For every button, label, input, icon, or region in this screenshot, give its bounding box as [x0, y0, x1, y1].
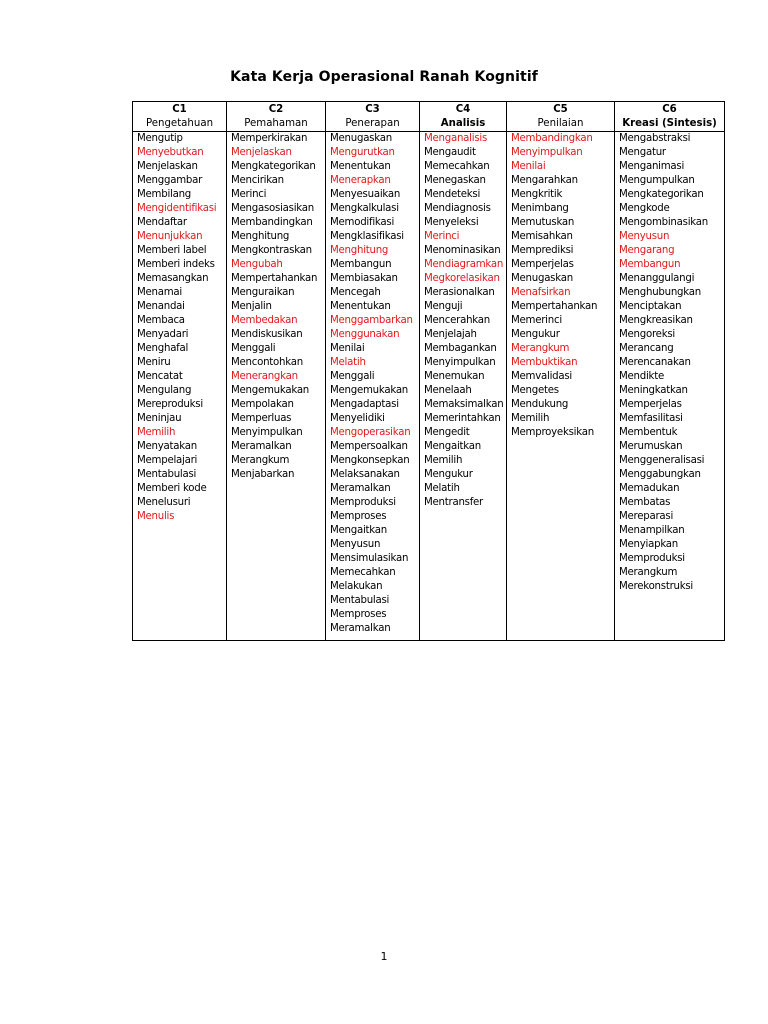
verb-term: Mempelajari — [137, 455, 198, 466]
verb-term: Mengetes — [511, 385, 559, 396]
verb-term: Mengedit — [424, 427, 470, 438]
cell-c6-terms — [615, 132, 725, 641]
verb-term: Menghitung — [231, 231, 290, 242]
verb-term: Menelusuri — [137, 497, 191, 508]
verb-term: Mengulang — [137, 385, 192, 396]
verb-term: Menampilkan — [619, 525, 685, 536]
verb-term: Memadukan — [619, 483, 680, 494]
verb-term: Menanggulangi — [619, 273, 695, 284]
verb-term: Menemukan — [424, 371, 485, 382]
verb-term: Mentabulasi — [330, 595, 390, 606]
column-code: C4 — [455, 104, 471, 115]
verb-term: Mengoperasikan — [330, 427, 411, 438]
verb-term: Memprediksi — [511, 245, 574, 256]
verb-term: Mengkategorikan — [231, 161, 316, 172]
verb-term: Menghafal — [137, 343, 189, 354]
verb-term: Mendikte — [619, 371, 664, 382]
verb-term: Melakukan — [330, 581, 383, 592]
verb-term: Mengoreksi — [619, 329, 675, 340]
verb-term: Memodifikasi — [330, 217, 395, 228]
verb-term: Menganimasi — [619, 161, 685, 172]
verb-term: Menggunakan — [330, 329, 400, 340]
verb-term: Mengemukakan — [231, 385, 310, 396]
header-c4 — [420, 102, 507, 132]
verb-term: Memproduksi — [619, 553, 685, 564]
verb-term: Memperkirakan — [231, 133, 308, 144]
verb-term: Menominasikan — [424, 245, 501, 256]
verb-term: Mendiagramkan — [424, 259, 504, 270]
verb-term: Membagankan — [424, 343, 497, 354]
verb-term: Menggambarkan — [330, 315, 413, 326]
verb-term: Menguji — [424, 301, 463, 312]
verb-term: Menegaskan — [424, 175, 486, 186]
verb-table — [132, 101, 725, 641]
verb-term: Mempolakan — [231, 399, 294, 410]
verb-term: Mengabstraksi — [619, 133, 691, 144]
cell-c1-terms — [133, 132, 227, 641]
verb-term: Memvalidasi — [511, 371, 573, 382]
verb-term: Memproses — [330, 511, 387, 522]
verb-term: Merekonstruksi — [619, 581, 693, 592]
verb-term: Mencontohkan — [231, 357, 303, 368]
verb-term: Mempersoalkan — [330, 441, 408, 452]
verb-term: Menulis — [137, 511, 175, 522]
verb-term: Mengkonsepkan — [330, 455, 410, 466]
column-code: C6 — [662, 104, 677, 115]
verb-term: Membangun — [330, 259, 392, 270]
verb-term: Meramalkan — [330, 483, 391, 494]
cell-c3-terms — [326, 132, 420, 641]
header-c6 — [615, 102, 725, 132]
verb-term: Mengatur — [619, 147, 666, 158]
verb-term: Mengklasifikasi — [330, 231, 404, 242]
verb-term: Memerinci — [511, 315, 562, 326]
verb-term: Membandingkan — [511, 133, 593, 144]
verb-term: Menjabarkan — [231, 469, 295, 480]
verb-term: Menunjukkan — [137, 231, 203, 242]
verb-term: Mengkontraskan — [231, 245, 312, 256]
verb-term: Megkorelasikan — [424, 273, 500, 284]
verb-term: Merangkum — [619, 567, 678, 578]
verb-term: Membilang — [137, 189, 192, 200]
verb-term: Menghitung — [330, 245, 389, 256]
verb-term: Meramalkan — [330, 623, 391, 634]
verb-term: Menandai — [137, 301, 185, 312]
verb-term: Memerintahkan — [424, 413, 501, 424]
column-label: Pengetahuan — [145, 118, 214, 129]
verb-term: Mendeteksi — [424, 189, 481, 200]
verb-term: Menguraikan — [231, 287, 295, 298]
verb-term: Menyimpulkan — [424, 357, 496, 368]
verb-term: Meramalkan — [231, 441, 292, 452]
verb-term: Membiasakan — [330, 273, 398, 284]
verb-term: Menjelajah — [424, 329, 477, 340]
verb-term: Membentuk — [619, 427, 678, 438]
verb-term: Membuktikan — [511, 357, 578, 368]
verb-term: Menyimpulkan — [511, 147, 583, 158]
column-label: Pemahaman — [244, 118, 308, 129]
verb-term: Memutuskan — [511, 217, 575, 228]
verb-term: Mengarahkan — [511, 175, 578, 186]
verb-term: Mengarang — [619, 245, 675, 256]
verb-term: Mencirikan — [231, 175, 284, 186]
verb-term: Mengasosiasikan — [231, 203, 314, 214]
verb-term: Membedakan — [231, 315, 298, 326]
verb-term: Membaca — [137, 315, 185, 326]
verb-term: Mentabulasi — [137, 469, 197, 480]
page-number: 1 — [380, 950, 388, 963]
verb-term: Memasangkan — [137, 273, 209, 284]
column-code: C5 — [553, 104, 568, 115]
table-header-row — [133, 102, 725, 132]
verb-term: Melatih — [330, 357, 366, 368]
verb-term: Menggali — [231, 343, 276, 354]
verb-term: Menyelidiki — [330, 413, 385, 424]
verb-term: Membangun — [619, 259, 681, 270]
verb-term: Mengkategorikan — [619, 189, 704, 200]
verb-term: Memisahkan — [511, 231, 573, 242]
verb-term: Menugaskan — [330, 133, 392, 144]
verb-term: Membatas — [619, 497, 671, 508]
verb-term: Menerangkan — [231, 371, 298, 382]
verb-term: Menafsirkan — [511, 287, 571, 298]
verb-term: Mengidentifikasi — [137, 203, 217, 214]
verb-term: Merencanakan — [619, 357, 691, 368]
table-body-row — [133, 132, 725, 641]
verb-term: Mengemukakan — [330, 385, 409, 396]
verb-term: Merancang — [619, 343, 674, 354]
verb-term: Mereproduksi — [137, 399, 203, 410]
verb-term: Mengaitkan — [330, 525, 387, 536]
verb-term: Menugaskan — [511, 273, 573, 284]
verb-term: Memproduksi — [330, 497, 396, 508]
verb-term: Mengukur — [424, 469, 473, 480]
verb-term: Menimbang — [511, 203, 569, 214]
column-label: Kreasi (Sintesis) — [622, 118, 717, 129]
verb-term: Mengurutkan — [330, 147, 395, 158]
verb-term: Menjalin — [231, 301, 272, 312]
verb-term: Memecahkan — [424, 161, 490, 172]
verb-term: Memilih — [424, 455, 463, 466]
verb-term: Menilai — [330, 343, 365, 354]
verb-term: Mengubah — [231, 259, 283, 270]
verb-term: Memfasilitasi — [619, 413, 683, 424]
verb-term: Mengkritik — [511, 189, 563, 200]
verb-term: Memilih — [137, 427, 176, 438]
verb-term: Menganalisis — [424, 133, 488, 144]
header-c3 — [326, 102, 420, 132]
verb-term: Mendiagnosis — [424, 203, 491, 214]
cell-c4-terms — [420, 132, 507, 641]
verb-term: Melatih — [424, 483, 460, 494]
verb-term: Memproses — [330, 609, 387, 620]
verb-term: Memperjelas — [619, 399, 682, 410]
verb-term: Memberi indeks — [137, 259, 215, 270]
verb-term: Meniru — [137, 357, 171, 368]
verb-term: Mengaudit — [424, 147, 476, 158]
verb-term: Meningkatkan — [619, 385, 688, 396]
verb-term: Menyimpulkan — [231, 427, 303, 438]
verb-term: Menyusun — [619, 231, 670, 242]
verb-term: Mencatat — [137, 371, 183, 382]
verb-term: Merangkum — [511, 343, 570, 354]
cell-c5-terms — [507, 132, 615, 641]
verb-term: Mengombinasikan — [619, 217, 708, 228]
verb-term: Menentukan — [330, 301, 391, 312]
column-code: C2 — [268, 104, 284, 115]
verb-term: Mereparasi — [619, 511, 674, 522]
verb-term: Memberi label — [137, 245, 207, 256]
column-code: C3 — [365, 104, 380, 115]
verb-term: Melaksanakan — [330, 469, 400, 480]
verb-term: Menyiapkan — [619, 539, 679, 550]
verb-term: Mengumpulkan — [619, 175, 695, 186]
verb-term: Merumuskan — [619, 441, 683, 452]
verb-term: Menjelaskan — [231, 147, 292, 158]
column-code: C1 — [172, 104, 187, 115]
verb-term: Memproyeksikan — [511, 427, 594, 438]
verb-term: Menyeleksi — [424, 217, 479, 228]
header-c5 — [507, 102, 615, 132]
verb-term: Memperjelas — [511, 259, 574, 270]
verb-term: Menilai — [511, 161, 546, 172]
cell-c2-terms — [227, 132, 326, 641]
verb-term: Menjelaskan — [137, 161, 198, 172]
verb-term: Merangkum — [231, 455, 290, 466]
verb-term: Mengukur — [511, 329, 560, 340]
verb-term: Mengadaptasi — [330, 399, 399, 410]
verb-term: Mengkreasikan — [619, 315, 693, 326]
verb-term: Mengutip — [137, 133, 183, 144]
header-c1 — [133, 102, 227, 132]
verb-term: Mendiskusikan — [231, 329, 303, 340]
verb-term: Menciptakan — [619, 301, 682, 312]
verb-term: Menamai — [137, 287, 183, 298]
verb-term: Mendukung — [511, 399, 569, 410]
verb-term: Membandingkan — [231, 217, 313, 228]
verb-term: Menggabungkan — [619, 469, 701, 480]
verb-term: Menelaah — [424, 385, 472, 396]
verb-term: Menentukan — [330, 161, 391, 172]
verb-term: Memecahkan — [330, 567, 396, 578]
verb-term: Menyusun — [330, 539, 381, 550]
column-label: Penilaian — [537, 118, 584, 129]
verb-term: Mengkode — [619, 203, 670, 214]
verb-term: Menggeneralisasi — [619, 455, 705, 466]
verb-term: Menyadari — [137, 329, 189, 340]
column-label: Penerapan — [345, 118, 400, 129]
verb-term: Menyebutkan — [137, 147, 204, 158]
verb-term: Menghubungkan — [619, 287, 701, 298]
verb-term: Menyesuaikan — [330, 189, 401, 200]
verb-term: Menerapkan — [330, 175, 391, 186]
verb-term: Mentransfer — [424, 497, 483, 508]
verb-term: Memaksimalkan — [424, 399, 504, 410]
verb-term: Mengaitkan — [424, 441, 481, 452]
column-label: Analisis — [440, 118, 486, 129]
verb-term: Mencerahkan — [424, 315, 490, 326]
header-c2 — [227, 102, 326, 132]
verb-term: Menyatakan — [137, 441, 197, 452]
verb-term: Menggali — [330, 371, 375, 382]
verb-term: Mendaftar — [137, 217, 187, 228]
verb-term: Meninjau — [137, 413, 182, 424]
verb-term: Mengkalkulasi — [330, 203, 399, 214]
verb-term: Memperluas — [231, 413, 292, 424]
verb-term: Mempertahankan — [231, 273, 318, 284]
verb-term: Memilih — [511, 413, 550, 424]
verb-term: Merasionalkan — [424, 287, 495, 298]
page-title: Kata Kerja Operasional Ranah Kognitif — [230, 69, 538, 85]
verb-term: Mensimulasikan — [330, 553, 409, 564]
verb-term: Mempertahankan — [511, 301, 598, 312]
verb-term: Merinci — [424, 231, 460, 242]
verb-term: Merinci — [231, 189, 267, 200]
verb-term: Menggambar — [137, 175, 203, 186]
verb-term: Mencegah — [330, 287, 381, 298]
verb-term: Memberi kode — [137, 483, 207, 494]
